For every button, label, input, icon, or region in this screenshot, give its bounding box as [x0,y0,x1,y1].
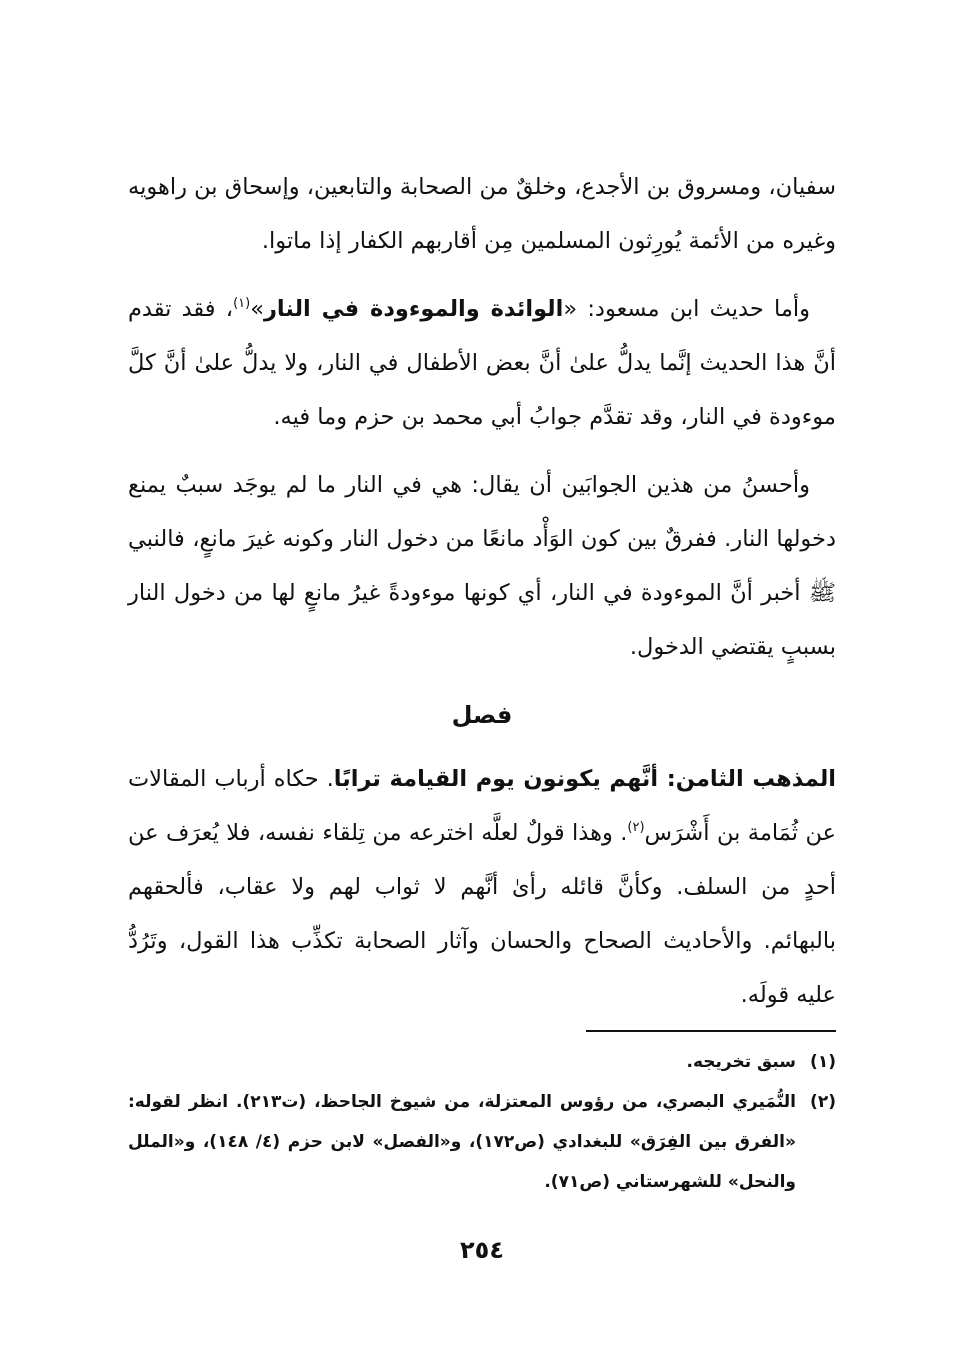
footnote-divider [586,1030,836,1032]
hadith-quote: الوائدة والموءودة في النار [263,296,564,322]
footnote-1 [128,1042,836,1082]
section-heading: فصل [451,701,513,729]
footnote-text: النُّمَيري البصري، من رؤوس المعتزلة، من شيوخ الجاحظ، (ت٢١٣). انظر لقوله: «الفرق بين الفِرَق» للبغدادي (ص١٧٢)، و«الفصل» لابن حزم (٤/ ١٤٨)، و«الملل والنحل» للشهرستاني (ص٧١). [128,1092,796,1192]
footnote-2 [128,1082,836,1202]
p4-text-b: . وهذا قولٌ لعلَّه اخترعه من تِلقاء نفسه، فلا يُعرَف عن أحدٍ من السلف. وكأنَّ قائله رأىٰ أنَّهم لا ثواب لهم ولا عقاب، فألحقهم بالبهائم. والأحاديث الصحاح والحسان وآثار الصحابة تكذِّب هذا القول، وتَرُدُّ عليه قولَه. [128,820,836,1008]
main-text [128,160,836,1036]
footnote-number: (٢) [810,1092,836,1112]
p2-text-c: ، فقد تقدم أنَّ هذا الحديث إنَّما يدلُّ علىٰ أنَّ بعض الأطفال في النار، ولا يدلُّ علىٰ أنَّ كلَّ موءودة في النار، وقد تقدَّم جوابُ أبي محمد بن حزم وما فيه. [128,296,836,430]
footnote-text: سبق تخريجه. [686,1052,796,1072]
doctrine-title: المذهب الثامن: أنَّهم يكونون يوم القيامة ترابًا [333,766,836,792]
p2-text-b: » [250,296,264,322]
p2-text-a: وأما حديث ابن مسعود: « [563,296,810,322]
paragraph-2 [128,282,836,444]
footnote-number: (١) [810,1052,836,1072]
paragraph-4 [128,752,836,1022]
paragraph-1: سفيان، ومسروق بن الأجدع، وخلقٌ من الصحابة والتابعين، وإسحاق بن راهويه وغيره من الأئمة يُورِثون المسلمين مِن أقاربهم الكفار إذا ماتوا. [128,174,836,254]
paragraph-3: وأحسنُ من هذين الجوابَين أن يقال: هي في النار ما لم يوجَد سببٌ يمنع دخولها النار. ففرقٌ بين كون الوَأْد مانعًا من دخول النار وكونه غيرَ مانعٍ، فالنبي ﷺ أخبر أنَّ الموءودة في النار، أي كونها موءودةً غيرُ مانعٍ لها من دخول النار بسببٍ يقتضي الدخول. [128,472,836,660]
footnote-ref-2[interactable]: (٢) [627,820,645,835]
page-number: ٢٥٤ [460,1236,504,1264]
footnotes [128,1042,836,1202]
footnote-ref-1[interactable]: (١) [233,296,251,311]
p4-text-a: . حكاه أرباب المقالات عن ثُمَامة بن أَشْرَس [128,766,837,846]
